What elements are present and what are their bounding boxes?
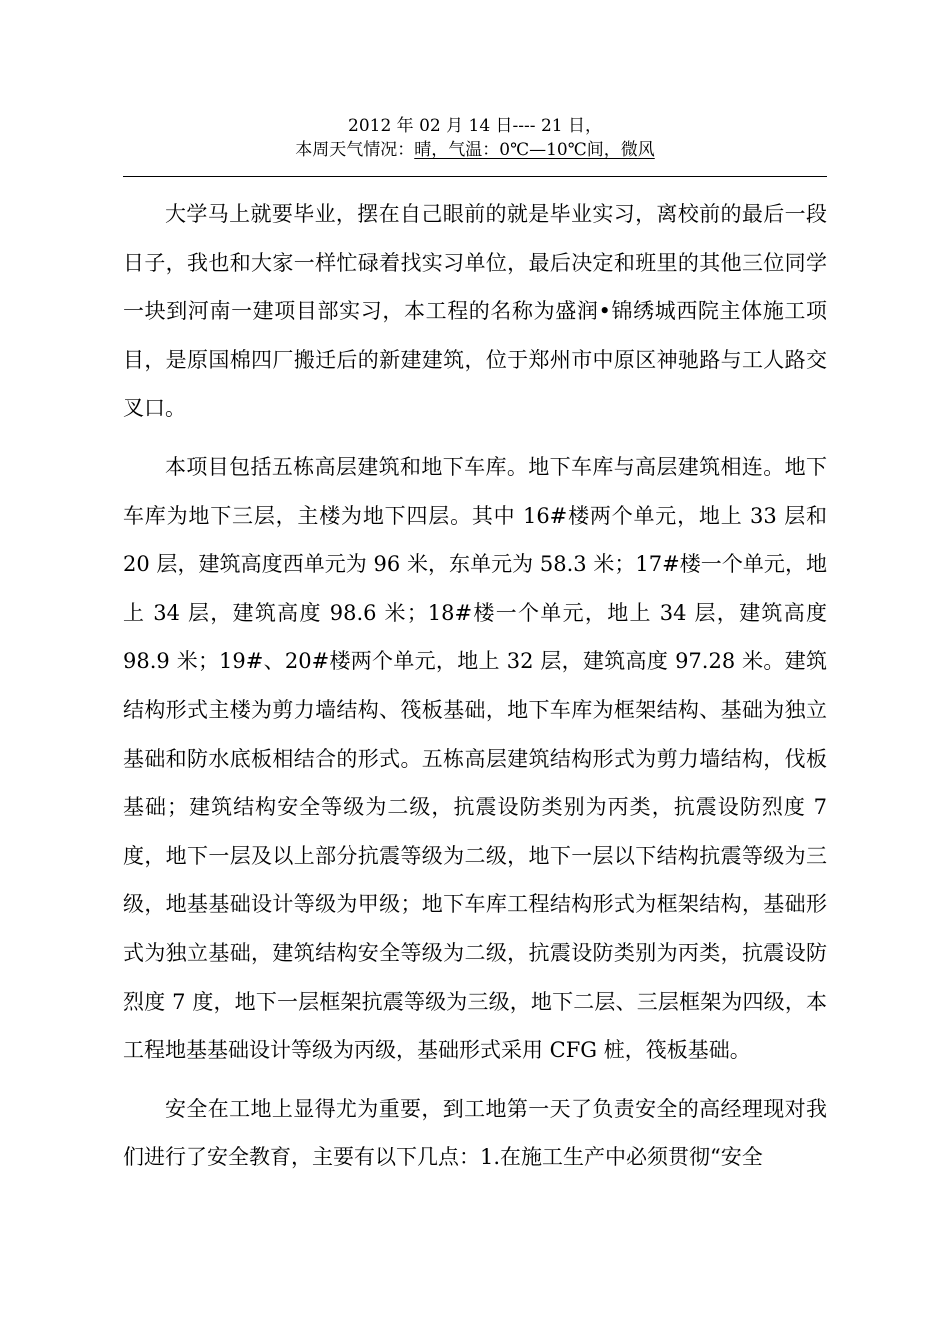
date-range: 2012 年 02 月 14 日---- 21 日， <box>348 116 602 136</box>
weather-label: 本周天气情况： <box>295 140 415 160</box>
paragraph-safety: 安全在工地上显得尤为重要，到工地第一天了负责安全的高经理现对我们进行了安全教育，主要有以下几点：1.在施工生产中必须贯彻“安全 <box>123 1096 827 1170</box>
weather-line <box>123 138 827 162</box>
document-body <box>123 190 827 1192</box>
weather-value: 晴，气温：0℃—10℃间，微风 <box>414 140 655 160</box>
paragraph-intro: 大学马上就要毕业，摆在自己眼前的就是毕业实习，离校前的最后一段日子，我也和大家一样忙碌着找实习单位，最后决定和班里的其他三位同学一块到河南一建项目部实习，本工程的名称为盛润•锦绣城西院主体施工项目，是原国棉四厂搬迁后的新建建筑，位于郑州市中原区神驰路与工人路交叉口。 <box>123 202 827 421</box>
log-header <box>123 114 827 162</box>
header-divider <box>123 176 827 177</box>
paragraph-project-overview: 本项目包括五栋高层建筑和地下车库。地下车库与高层建筑相连。地下车库为地下三层，主楼为地下四层。其中 16#楼两个单元，地上 33 层和 20 层，建筑高度西单元为 96 米，东单元为 58.3 米；17#楼一个单元，地上 34 层，建筑高度 98.6 米；18#楼一个单元，地上 34 层，建筑高度 98.9 米；19#、20#楼两个单元，地上 32 层，建筑高度 97.28 米。建筑结构形式主楼为剪力墙结构、筏板基础，地下车库为框架结构、基础为独立基础和防水底板相结合的形式。五栋高层建筑结构形式为剪力墙结构，伐板基础；建筑结构安全等级为二级，抗震设防类别为丙类，抗震设防烈度 7 度，地下一层及以上部分抗震等级为二级，地下一层以下结构抗震等级为三级，地基基础设计等级为甲级；地下车库工程结构形式为框架结构，基础形式为独立基础，建筑结构安全等级为二级，抗震设防类别为丙类，抗震设防烈度 7 度，地下一层框架抗震等级为三级，地下二层、三层框架为四级，本工程地基基础设计等级为丙级，基础形式采用 CFG 桩，筏板基础。 <box>123 454 827 1063</box>
